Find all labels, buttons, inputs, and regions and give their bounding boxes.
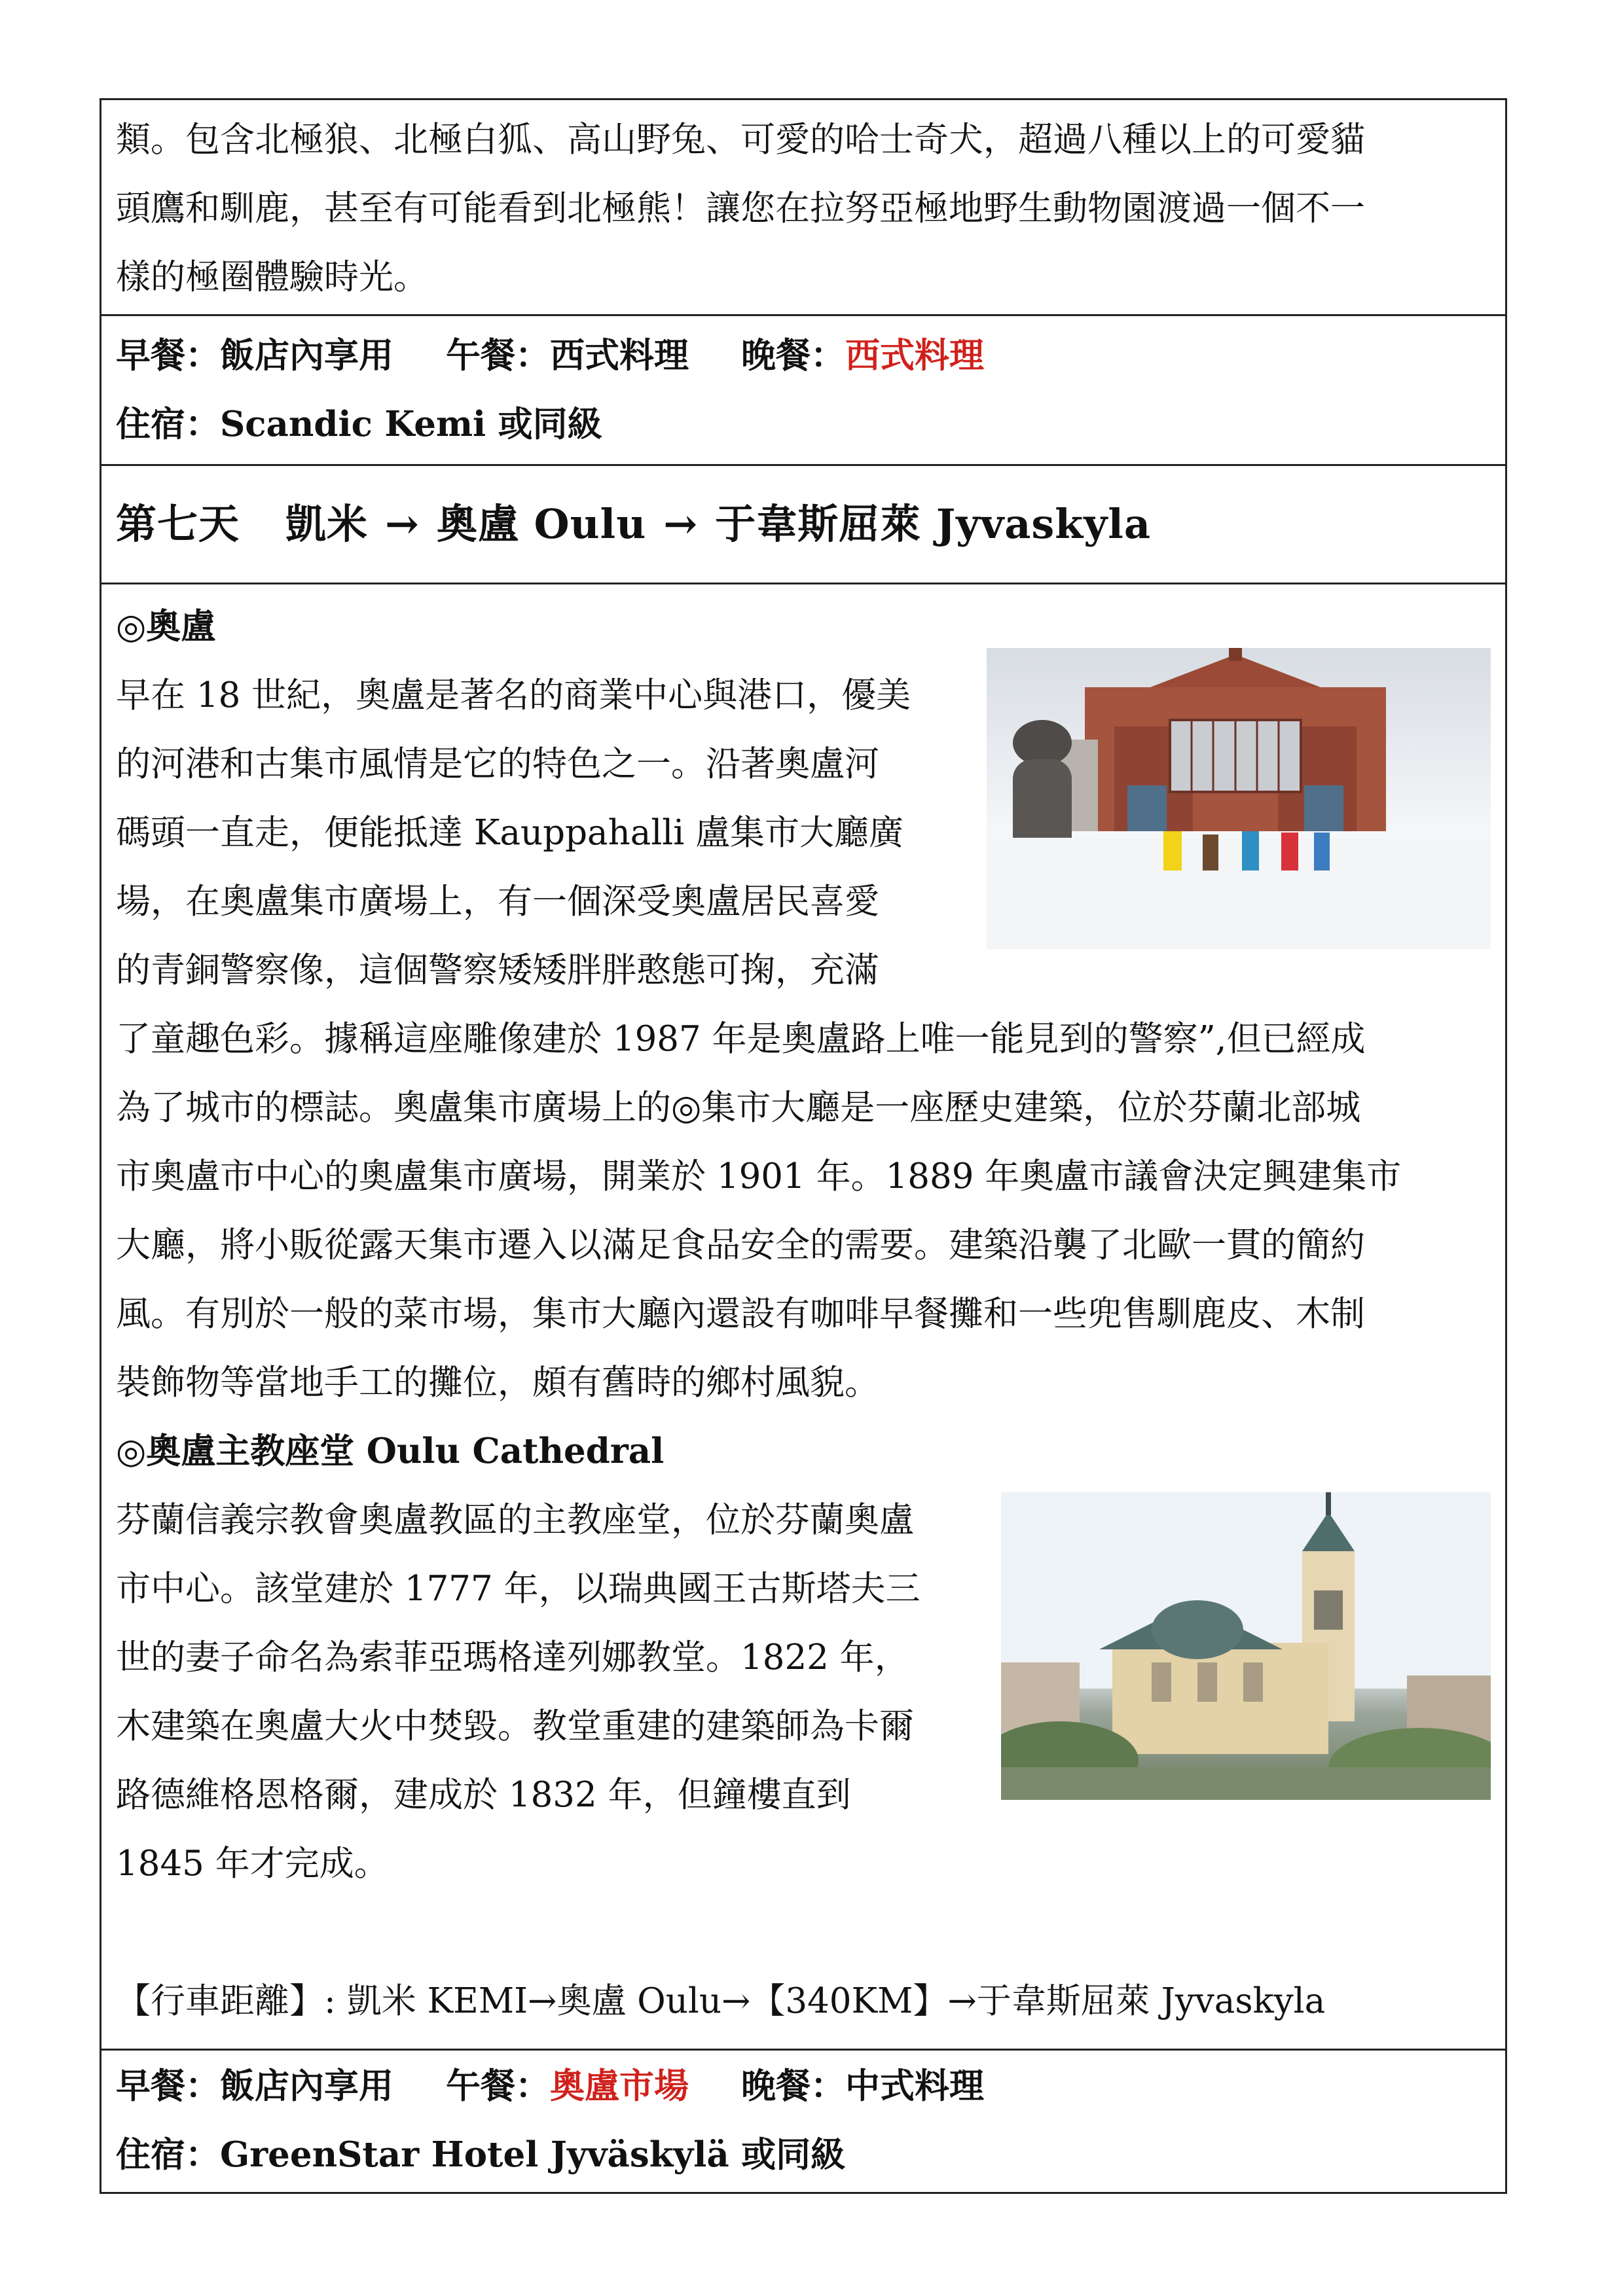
cathedral-illustration: [1001, 1492, 1491, 1800]
breakfast-value: 飯店內享用: [220, 2066, 393, 2106]
wildlife-park-description: [101, 100, 1505, 316]
day7-content: [101, 584, 1505, 2051]
route-stop: 奧盧 Oulu: [436, 500, 647, 548]
meals-line: [116, 2052, 1491, 2121]
breakfast-label: 早餐：: [116, 2066, 220, 2106]
route-stop: 凱米: [285, 500, 369, 548]
text-line: 木建築在奧盧大火中焚毀。教堂重建的建築師為卡爾: [116, 1706, 914, 1746]
dinner-label: 晚餐：: [741, 2066, 845, 2106]
stay-value: Scandic Kemi 或同級: [220, 404, 602, 444]
text-line: 1845 年才完成。: [116, 1844, 389, 1884]
text-line: 碼頭一直走，便能抵達 Kauppahalli 盧集市大廳廣: [116, 813, 904, 853]
oulu-cathedral-photo: [1001, 1492, 1491, 1800]
text-line: 市中心。該堂建於 1777 年，以瑞典國王古斯塔夫三: [116, 1569, 921, 1609]
oulu-heading: ◎奧盧: [116, 606, 216, 647]
text-line: 的青銅警察像，這個警察矮矮胖胖憨態可掬，充滿: [116, 950, 879, 990]
route-stop: 于韋斯屈萊 Jyvaskyla: [715, 500, 1152, 548]
text-line: 了童趣色彩。據稱這座雕像建於 1987 年是奧盧路上唯一能見到的警察”,但已經成: [116, 1019, 1366, 1059]
intro-line: 類。包含北極狼、北極白狐、高山野兔、可愛的哈士奇犬，超過八種以上的可愛貓: [116, 120, 1365, 160]
intro-line: 頭鷹和馴鹿，甚至有可能看到北極熊！讓您在拉努亞極地野生動物園渡過一個不一: [116, 188, 1365, 228]
stay-value: GreenStar Hotel Jyväskylä 或同級: [220, 2134, 846, 2175]
breakfast-value: 飯店內享用: [220, 335, 393, 376]
meals-line: [116, 321, 1491, 390]
text-line: 的河港和古集市風情是它的特色之一。沿著奧盧河: [116, 744, 879, 784]
day6-meals-row: [101, 316, 1505, 466]
stay-line: [116, 2121, 1491, 2189]
stay-line: [116, 390, 1491, 459]
lunch-label: 午餐：: [446, 2066, 550, 2106]
lunch-value: 西式料理: [550, 335, 689, 376]
dinner-value: 西式料理: [845, 335, 984, 376]
text-line: 為了城市的標誌。奧盧集市廣場上的◎集市大廳是一座歷史建築，位於芬蘭北部城: [116, 1088, 1361, 1128]
arrow-icon: →: [385, 500, 420, 548]
intro-line: 樣的極圈體驗時光。: [116, 257, 428, 297]
lunch-label: 午餐：: [446, 335, 550, 376]
dinner-value: 中式料理: [845, 2066, 984, 2106]
text-line: 早在 18 世紀，奧盧是著名的商業中心與港口，優美: [116, 675, 911, 715]
stay-label: 住宿：: [116, 404, 220, 444]
market-hall-illustration: [987, 648, 1491, 949]
breakfast-label: 早餐：: [116, 335, 220, 376]
text-line: 場，在奧盧集市廣場上，有一個深受奧盧居民喜愛: [116, 882, 879, 922]
text-line: 市奧盧市中心的奧盧集市廣場，開業於 1901 年。1889 年奧盧市議會決定興建集市: [116, 1157, 1402, 1196]
dinner-label: 晚餐：: [741, 335, 845, 376]
text-line: 世的妻子命名為索菲亞瑪格達列娜教堂。1822 年，: [116, 1638, 909, 1677]
text-line: 大廳，將小販從露天集市遷入以滿足食品安全的需要。建築沿襲了北歐一貫的簡約: [116, 1225, 1365, 1265]
day7-title-row: [101, 466, 1505, 584]
text-line: 風。有別於一般的菜市場，集市大廳內還設有咖啡早餐攤和一些兜售馴鹿皮、木制: [116, 1294, 1365, 1334]
lunch-value: 奧盧市場: [550, 2066, 689, 2106]
day7-meals-row: [101, 2051, 1505, 2192]
text-line: 路德維格恩格爾，建成於 1832 年，但鐘樓直到: [116, 1775, 851, 1815]
text-line: 芬蘭信義宗教會奧盧教區的主教座堂，位於芬蘭奧盧: [116, 1500, 914, 1540]
stay-label: 住宿：: [116, 2134, 220, 2175]
itinerary-page: [100, 98, 1507, 2194]
oulu-market-hall-photo: [987, 648, 1491, 949]
text-line: 裝飾物等當地手工的攤位，頗有舊時的鄉村風貌。: [116, 1363, 879, 1403]
day-number: 第七天: [116, 500, 240, 548]
driving-distance: 【行車距離】: 凱米 KEMI→奧盧 Oulu→【340KM】→于韋斯屈萊 Jyvaskyla: [116, 1981, 1326, 2021]
arrow-icon: →: [663, 500, 699, 548]
cathedral-heading: ◎奧盧主教座堂 Oulu Cathedral: [116, 1431, 665, 1471]
itinerary-table: [100, 98, 1507, 2194]
